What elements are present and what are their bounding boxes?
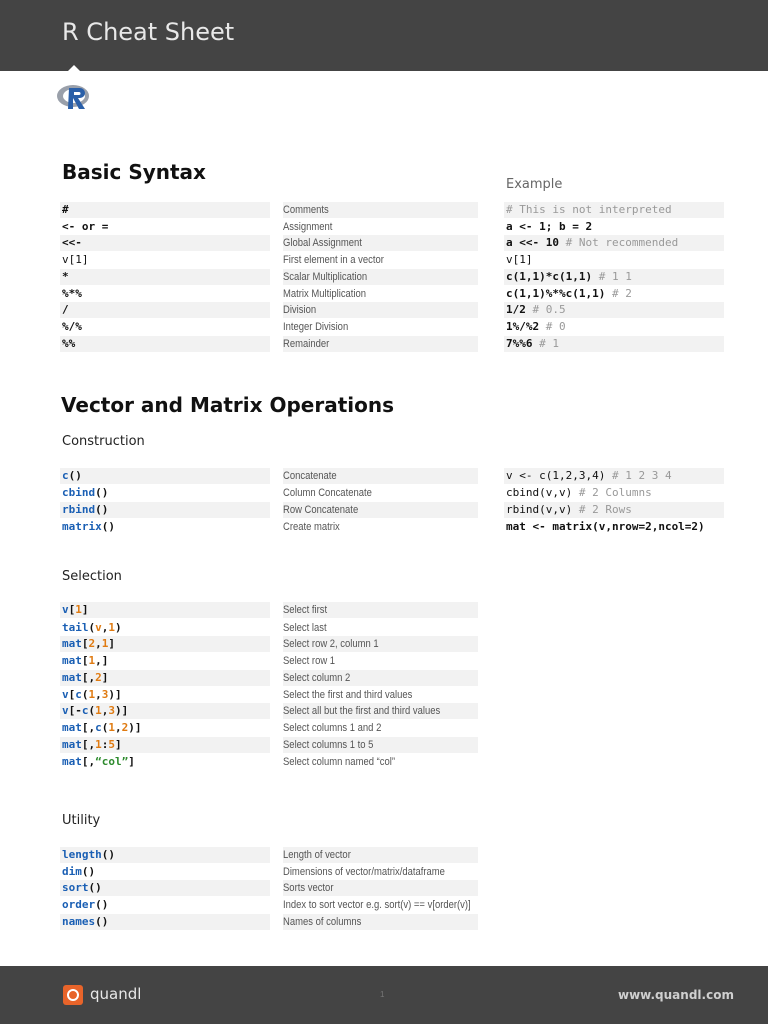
selection-code: mat[,1:5] <box>60 737 270 753</box>
construction-description: Column Concatenate <box>283 487 372 499</box>
construction-description: Create matrix <box>283 521 340 533</box>
header-notch <box>67 65 81 72</box>
syntax-description: First element in a vector <box>283 254 384 266</box>
table-row <box>0 620 768 637</box>
utility-description: Sorts vector <box>283 880 478 896</box>
syntax-description: Assignment <box>283 221 333 233</box>
construction-description: Concatenate <box>283 468 478 484</box>
utility-code: dim() <box>62 865 96 878</box>
syntax-example: c(1,1)%*%c(1,1) # 2 <box>506 287 632 300</box>
construction-code: rbind() <box>60 502 270 518</box>
table-row <box>0 864 768 881</box>
selection-description: Select row 1 <box>283 655 336 667</box>
syntax-example: 1%/%2 # 0 <box>506 320 566 333</box>
utility-code: order() <box>62 898 109 911</box>
utility-description: Dimensions of vector/matrix/dataframe <box>283 866 445 878</box>
table-row <box>0 235 768 252</box>
construction-heading: Construction <box>62 434 145 449</box>
construction-example: v <- c(1,2,3,4) # 1 2 3 4 <box>504 468 724 484</box>
basic-syntax-heading: Basic Syntax <box>62 160 206 184</box>
table-row <box>0 687 768 704</box>
syntax-description: Integer Division <box>283 321 349 333</box>
construction-code: matrix() <box>62 520 115 533</box>
selection-code: mat[,“col”] <box>62 755 135 768</box>
syntax-example: # This is not interpreted <box>504 202 724 218</box>
construction-example: cbind(v,v) # 2 Columns <box>506 486 652 499</box>
table-row <box>0 720 768 737</box>
table-row <box>0 302 768 319</box>
syntax-description: Matrix Multiplication <box>283 288 367 300</box>
selection-description: Select row 2, column 1 <box>283 636 478 652</box>
table-row <box>0 269 768 286</box>
construction-description: Row Concatenate <box>283 502 478 518</box>
example-column-heading: Example <box>506 177 563 192</box>
utility-heading: Utility <box>62 813 101 828</box>
table-row <box>0 252 768 269</box>
table-row <box>0 653 768 670</box>
selection-code: mat[1,] <box>62 654 109 667</box>
selection-description: Select first <box>283 602 478 618</box>
syntax-description: Comments <box>283 202 478 218</box>
utility-description: Names of columns <box>283 914 478 930</box>
construction-code: cbind() <box>62 486 109 499</box>
utility-code: sort() <box>60 880 270 896</box>
header-bar <box>0 0 768 71</box>
utility-description: Index to sort vector e.g. sort(v) == v[order(v)] <box>283 899 471 911</box>
table-row <box>0 914 768 931</box>
table-row <box>0 602 768 619</box>
syntax-code: %% <box>60 336 270 352</box>
selection-description: Select column 2 <box>283 670 478 686</box>
selection-description: Select column named “col” <box>283 756 396 768</box>
selection-code: tail(v,1) <box>62 621 122 634</box>
construction-example: rbind(v,v) # 2 Rows <box>504 502 724 518</box>
table-row <box>0 847 768 864</box>
syntax-code: / <box>60 302 270 318</box>
selection-description: Select columns 1 to 5 <box>283 737 478 753</box>
table-row <box>0 880 768 897</box>
syntax-example: 1/2 # 0.5 <box>504 302 724 318</box>
table-row <box>0 703 768 720</box>
syntax-description: Scalar Multiplication <box>283 269 478 285</box>
page-title: R Cheat Sheet <box>62 18 235 46</box>
syntax-code: <- or = <box>62 220 109 233</box>
utility-description: Length of vector <box>283 847 478 863</box>
selection-code: mat[,2] <box>60 670 270 686</box>
syntax-description: Remainder <box>283 336 478 352</box>
table-row <box>0 636 768 653</box>
utility-code: length() <box>60 847 270 863</box>
table-row <box>0 519 768 536</box>
vector-matrix-heading: Vector and Matrix Operations <box>61 393 395 417</box>
table-row <box>0 336 768 353</box>
syntax-code: %/% <box>62 320 82 333</box>
selection-heading: Selection <box>62 569 122 584</box>
brand-name: quandl <box>90 985 142 1003</box>
table-row <box>0 737 768 754</box>
selection-code: v[1] <box>60 602 270 618</box>
utility-code: names() <box>60 914 270 930</box>
selection-code: mat[2,1] <box>60 636 270 652</box>
selection-code: v[c(1,3)] <box>62 688 122 701</box>
table-row <box>0 219 768 236</box>
syntax-code: <<- <box>60 235 270 251</box>
table-row <box>0 202 768 219</box>
syntax-example: v[1] <box>506 253 533 266</box>
syntax-example: a <<- 10 # Not recommended <box>504 235 724 251</box>
syntax-code: * <box>60 269 270 285</box>
syntax-example: a <- 1; b = 2 <box>506 220 593 233</box>
syntax-example: c(1,1)*c(1,1) # 1 1 <box>504 269 724 285</box>
table-row <box>0 502 768 519</box>
r-logo <box>56 82 96 112</box>
selection-description: Select the first and third values <box>283 689 413 701</box>
page-number: 1 <box>380 990 385 999</box>
website-link[interactable]: www.quandl.com <box>618 988 734 1002</box>
table-row <box>0 286 768 303</box>
syntax-description: Global Assignment <box>283 235 478 251</box>
syntax-code: v[1] <box>62 253 89 266</box>
table-row <box>0 897 768 914</box>
syntax-example: 7%%6 # 1 <box>504 336 724 352</box>
quandl-logo-icon <box>63 985 83 1005</box>
table-row <box>0 319 768 336</box>
syntax-code: # <box>60 202 270 218</box>
selection-description: Select all but the first and third values <box>283 703 478 719</box>
syntax-code: %*% <box>62 287 82 300</box>
selection-description: Select last <box>283 622 327 634</box>
construction-example: mat <- matrix(v,nrow=2,ncol=2) <box>506 520 705 533</box>
table-row <box>0 754 768 771</box>
selection-code: v[-c(1,3)] <box>60 703 270 719</box>
syntax-description: Division <box>283 302 478 318</box>
construction-code: c() <box>60 468 270 484</box>
table-row <box>0 485 768 502</box>
selection-code: mat[,c(1,2)] <box>62 721 142 734</box>
selection-description: Select columns 1 and 2 <box>283 722 382 734</box>
table-row <box>0 670 768 687</box>
table-row <box>0 468 768 485</box>
